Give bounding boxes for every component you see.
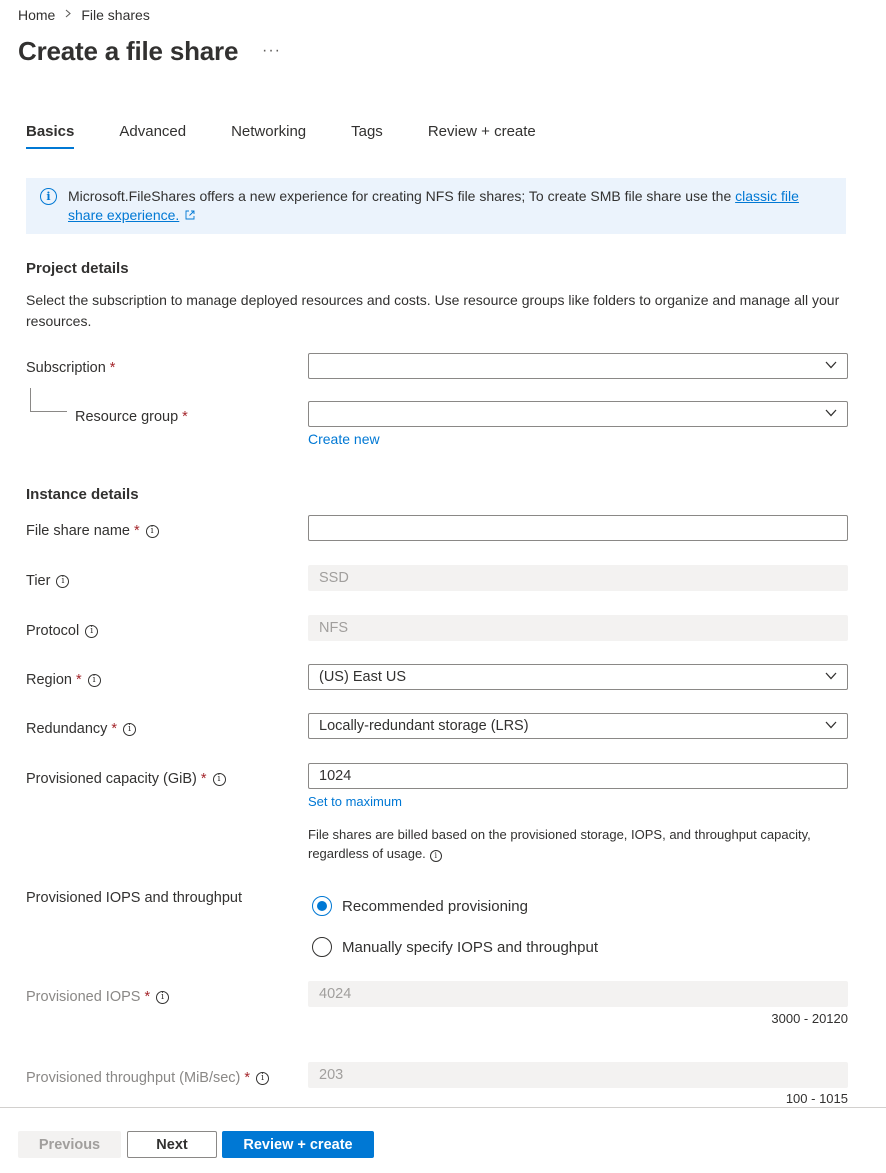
create-new-resource-group-link[interactable]: Create new xyxy=(308,431,380,447)
classic-experience-link[interactable]: classic file share experience. xyxy=(68,188,799,223)
required-asterisk: * xyxy=(182,409,188,425)
radio-button-checked[interactable] xyxy=(312,896,332,916)
info-icon[interactable]: i xyxy=(256,1072,269,1085)
breadcrumb xyxy=(18,7,150,23)
region-label xyxy=(26,672,101,688)
protocol-label xyxy=(26,623,98,639)
radio-recommended-label: Recommended provisioning xyxy=(342,897,528,915)
breadcrumb-home[interactable]: Home xyxy=(18,7,56,23)
provisioned-throughput-label-text: Provisioned throughput (MiB/sec) xyxy=(26,1070,241,1086)
subscription-label xyxy=(26,360,115,376)
info-icon[interactable]: i xyxy=(156,991,169,1004)
chevron-down-icon xyxy=(825,361,837,369)
provisioned-iops-field: 4024 xyxy=(308,981,848,1007)
external-link-icon xyxy=(185,206,195,216)
info-icon[interactable]: i xyxy=(430,850,442,862)
required-asterisk: * xyxy=(200,771,207,787)
region-label-text: Region xyxy=(26,672,72,688)
billing-note xyxy=(308,825,838,863)
tab-tags[interactable]: Tags xyxy=(351,123,383,140)
info-icon[interactable]: i xyxy=(146,525,159,538)
provisioned-iops-label xyxy=(26,989,169,1005)
tab-bar xyxy=(26,123,581,149)
tab-advanced[interactable]: Advanced xyxy=(119,123,187,140)
chevron-down-icon xyxy=(825,672,837,680)
radio-button[interactable] xyxy=(312,937,332,957)
tab-basics[interactable]: Basics xyxy=(26,123,74,149)
required-asterisk: * xyxy=(133,523,140,539)
throughput-range: 100 - 1015 xyxy=(785,1091,848,1106)
iops-throughput-label: Provisioned IOPS and throughput xyxy=(26,890,243,906)
previous-button[interactable]: Previous xyxy=(18,1131,121,1158)
tier-label xyxy=(26,573,69,589)
protocol-label-text: Protocol xyxy=(26,623,80,639)
provisioned-iops-label-text: Provisioned IOPS xyxy=(26,989,141,1005)
file-share-name-label xyxy=(26,523,159,539)
required-asterisk: * xyxy=(111,721,118,737)
region-dropdown[interactable] xyxy=(308,664,848,690)
redundancy-dropdown[interactable] xyxy=(308,713,848,739)
tree-connector xyxy=(30,388,67,412)
required-asterisk: * xyxy=(109,360,116,376)
subscription-dropdown[interactable] xyxy=(308,353,848,379)
info-icon[interactable]: i xyxy=(56,575,69,588)
info-icon[interactable]: i xyxy=(213,773,226,786)
protocol-field: NFS xyxy=(308,615,848,641)
instance-details-title: Instance details xyxy=(26,486,139,503)
chevron-down-icon xyxy=(825,409,837,417)
page-title: Create a file share xyxy=(18,36,239,66)
set-to-maximum-link[interactable]: Set to maximum xyxy=(308,794,402,809)
radio-manual-label: Manually specify IOPS and throughput xyxy=(342,938,598,956)
next-button[interactable]: Next xyxy=(127,1131,217,1158)
required-asterisk: * xyxy=(75,672,82,688)
more-options-button[interactable]: ··· xyxy=(262,42,281,59)
info-icon: i xyxy=(40,188,57,205)
info-message-bar xyxy=(26,178,846,234)
resource-group-label xyxy=(75,409,188,425)
provisioned-capacity-label xyxy=(26,771,226,787)
tab-review-create[interactable]: Review + create xyxy=(427,123,536,140)
info-icon[interactable]: i xyxy=(88,674,101,687)
info-message-text: Microsoft.FileShares offers a new experience for creating NFS file shares; To create SMB file share use the xyxy=(68,188,732,204)
provisioned-capacity-input[interactable]: 1024 xyxy=(308,763,848,789)
required-asterisk: * xyxy=(244,1070,251,1086)
required-asterisk: * xyxy=(144,989,151,1005)
resource-group-label-text: Resource group xyxy=(75,409,179,425)
project-details-title: Project details xyxy=(26,260,129,277)
file-share-name-input[interactable] xyxy=(308,515,848,541)
footer-bar xyxy=(0,1107,886,1173)
region-value: (US) East US xyxy=(319,669,407,685)
breadcrumb-file-shares[interactable]: File shares xyxy=(81,7,150,23)
chevron-right-icon xyxy=(65,9,71,21)
billing-note-text: File shares are billed based on the provisioned storage, IOPS, and throughput capacity, regardless of usage. xyxy=(308,827,811,861)
radio-recommended-provisioning[interactable] xyxy=(312,896,528,916)
tier-field: SSD xyxy=(308,565,848,591)
redundancy-label-text: Redundancy xyxy=(26,721,108,737)
provisioned-throughput-label xyxy=(26,1070,269,1086)
info-icon[interactable]: i xyxy=(85,625,98,638)
chevron-down-icon xyxy=(825,721,837,729)
file-share-name-label-text: File share name xyxy=(26,523,130,539)
iops-range: 3000 - 20120 xyxy=(771,1011,848,1026)
radio-manual-provisioning[interactable] xyxy=(312,937,598,957)
resource-group-dropdown[interactable] xyxy=(308,401,848,427)
provisioned-throughput-field: 203 xyxy=(308,1062,848,1088)
review-create-button[interactable]: Review + create xyxy=(222,1131,374,1158)
provisioned-capacity-label-text: Provisioned capacity (GiB) xyxy=(26,771,197,787)
tier-label-text: Tier xyxy=(26,573,51,589)
redundancy-label xyxy=(26,721,136,737)
subscription-label-text: Subscription xyxy=(26,360,106,376)
redundancy-value: Locally-redundant storage (LRS) xyxy=(319,718,529,734)
project-details-description: Select the subscription to manage deployed resources and costs. Use resource groups like folders to organize and manage all your resources. xyxy=(26,292,840,329)
info-icon[interactable]: i xyxy=(123,723,136,736)
tab-networking[interactable]: Networking xyxy=(231,123,307,140)
